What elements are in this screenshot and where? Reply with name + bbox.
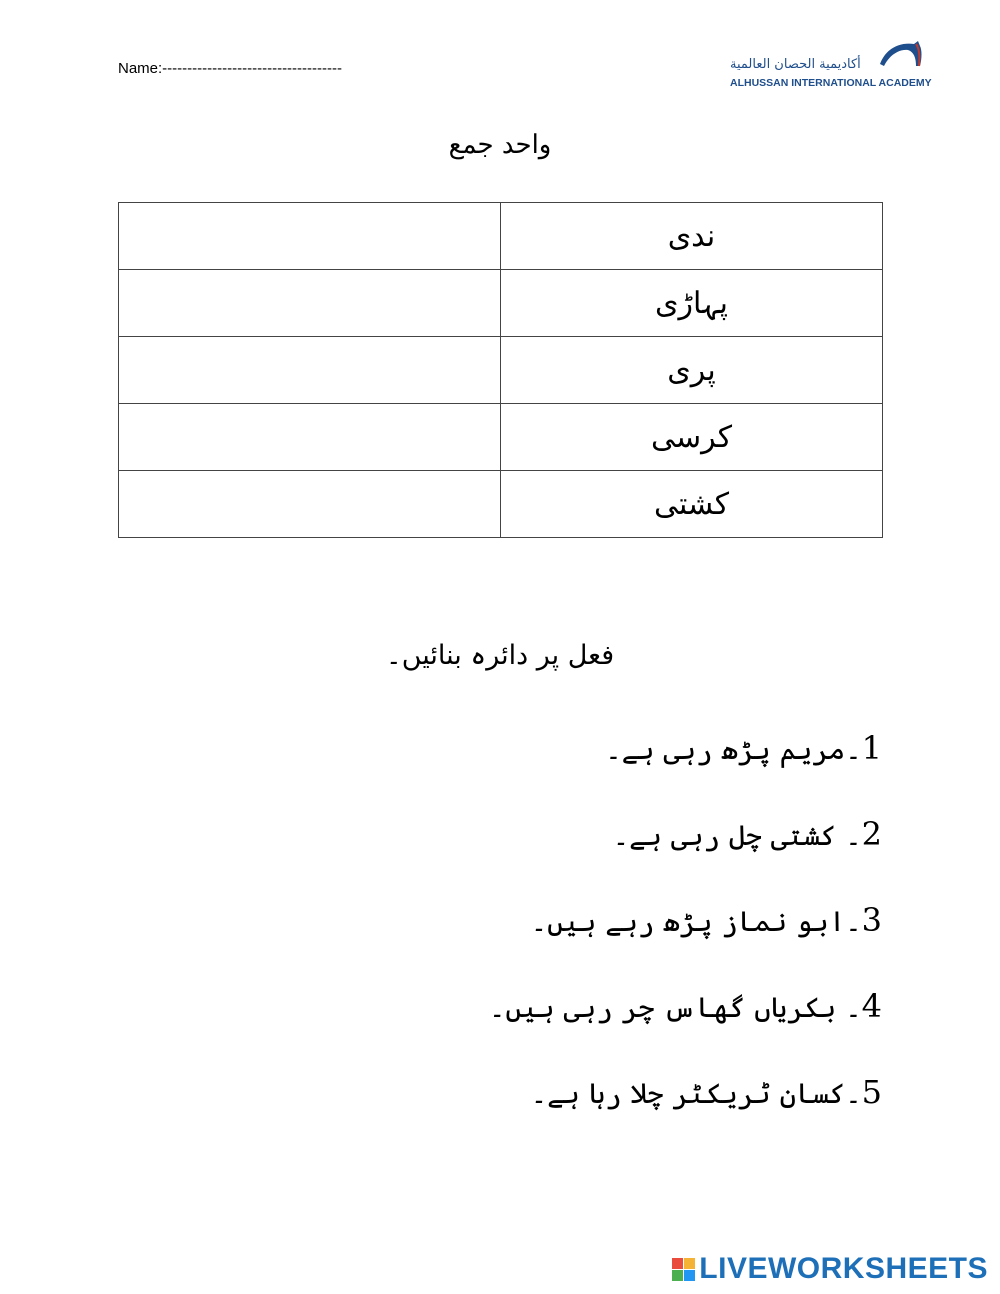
sentence-item[interactable] [489, 978, 882, 1064]
table-row [119, 471, 883, 538]
sentence-number: 5 [861, 1073, 882, 1111]
sentence-list [489, 720, 882, 1150]
sentence-item[interactable] [489, 892, 882, 978]
plural-answer-cell[interactable] [119, 270, 501, 337]
logo-arabic-text: أكاديمية الحصان العالمية [730, 57, 861, 72]
singular-word-cell: کشتی [501, 471, 883, 538]
sentence-text: ۔ کشتی چل رہی ہے۔ [612, 819, 862, 852]
table-row [119, 337, 883, 404]
school-logo [728, 40, 932, 92]
singular-word-cell: پری [501, 337, 883, 404]
sentence-number: 2 [861, 815, 882, 853]
table-row [119, 270, 883, 337]
table-row [119, 404, 883, 471]
singular-word-cell: ندی [501, 203, 883, 270]
name-field-label: Name:------------------------------------ [118, 60, 343, 77]
sentence-number: 4 [861, 987, 882, 1025]
logo-english-text: ALHUSSAN INTERNATIONAL ACADEMY [730, 77, 932, 89]
singular-plural-table [118, 202, 883, 538]
horse-head-icon [878, 40, 924, 70]
logo-square-blue [684, 1270, 695, 1281]
liveworksheets-logo-icon [672, 1258, 695, 1281]
liveworksheets-wordmark: LIVEWORKSHEETS [699, 1252, 988, 1285]
plural-answer-cell[interactable] [119, 203, 501, 270]
exercise-instruction: فعل پر دائرہ بنائیں۔ [385, 640, 615, 671]
logo-square-red [672, 1258, 683, 1269]
sentence-item[interactable] [489, 1064, 882, 1150]
logo-square-yellow [684, 1258, 695, 1269]
plural-answer-cell[interactable] [119, 404, 501, 471]
sentence-text: ۔ بکریاں گھاس چر رہی ہیں۔ [489, 991, 862, 1024]
sentence-number: 1 [861, 729, 882, 767]
sentence-item[interactable] [489, 806, 882, 892]
table-row [119, 203, 883, 270]
sentence-text: ۔کسان ٹریکٹر چلا رہا ہے۔ [530, 1077, 862, 1110]
sentence-item[interactable] [489, 720, 882, 806]
section-title: واحد جمع [448, 130, 552, 160]
logo-square-green [672, 1270, 683, 1281]
sentence-text: ۔ابو نماز پڑھ رہے ہیں۔ [530, 905, 862, 938]
sentence-text: ۔مریم پڑھ رہی ہے۔ [605, 733, 862, 766]
sentence-number: 3 [861, 901, 882, 939]
singular-word-cell: پہاڑی [501, 270, 883, 337]
liveworksheets-brand [672, 1252, 988, 1286]
plural-answer-cell[interactable] [119, 471, 501, 538]
plural-answer-cell[interactable] [119, 337, 501, 404]
singular-word-cell: کرسی [501, 404, 883, 471]
